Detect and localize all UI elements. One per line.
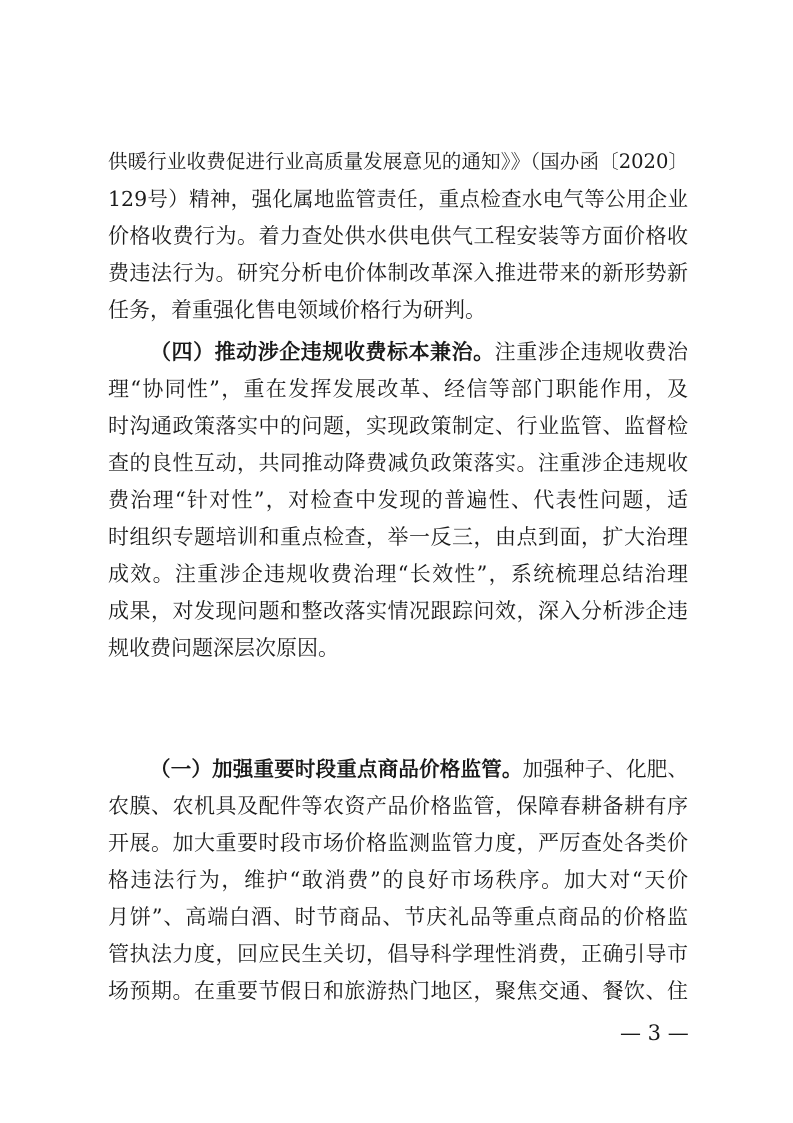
text-line: 农膜、农机具及配件等农资产品价格监管，保障春耕备耕有序 <box>108 794 688 818</box>
section-heading <box>150 672 688 708</box>
text-line: 时组织专题培训和重点检查，举一反三，由点到面，扩大治理 <box>108 525 688 549</box>
text-line: 开展。加大重要时段市场价格监测监管力度，严厉查处各类价 <box>108 831 688 855</box>
text-line: 供暖行业收费促进行业高质量发展意见的通知》》（国办函〔2020〕 <box>108 150 688 173</box>
section-heading <box>108 709 688 745</box>
text-line: 场预期。在重要节假日和旅游热门地区，聚焦交通、餐饮、住 <box>108 979 688 1003</box>
text-span: 注重涉企违规收费治 <box>494 340 689 364</box>
paragraph-first-line <box>150 751 688 787</box>
paragraph-first-line <box>150 334 688 370</box>
paragraph-heading: （一）加强重要时段重点商品价格监管。 <box>150 757 523 781</box>
text-span: 加强种子、化肥、 <box>522 757 689 781</box>
text-line: 时沟通政策落实中的问题，实现政策制定、行业监管、监督检 <box>108 414 688 438</box>
text-line: 价格收费行为。着力查处供水供电供气工程安装等方面价格收 <box>108 224 688 248</box>
text-line: 成果，对发现问题和整改落实情况跟踪问效，深入分析涉企违 <box>108 599 688 623</box>
text-line: 规收费问题深层次原因。 <box>108 636 339 660</box>
text-line: 格违法行为，维护“敢消费”的良好市场秩序。加大对“天价 <box>108 868 688 892</box>
text-line: 管执法力度，回应民生关切，倡导科学理性消费，正确引导市 <box>108 942 688 966</box>
text-line: 129号）精神，强化属地监管责任，重点检查水电气等公用企业 <box>108 187 688 211</box>
paragraph-heading: （四）推动涉企违规收费标本兼治。 <box>150 340 495 364</box>
text-line: 任务，着重强化售电领域价格行为研判。 <box>108 298 486 322</box>
text-line: 成效。注重涉企违规收费治理“长效性”，系统梳理总结治理 <box>108 562 688 586</box>
text-line: 月饼”、高端白酒、时节商品、节庆礼品等重点商品的价格监 <box>108 905 688 929</box>
text-line: 查的良性互动，共同推动降费减负政策落实。注重涉企违规收 <box>108 451 688 475</box>
text-line: 费违法行为。研究分析电价体制改革深入推进带来的新形势新 <box>108 261 688 285</box>
text-line: 理“协同性”，重在发挥发展改革、经信等部门职能作用，及 <box>108 377 688 401</box>
text-line: 费治理“针对性”，对检查中发现的普遍性、代表性问题，适 <box>108 488 688 512</box>
page-number: — 3 — <box>620 1021 689 1045</box>
